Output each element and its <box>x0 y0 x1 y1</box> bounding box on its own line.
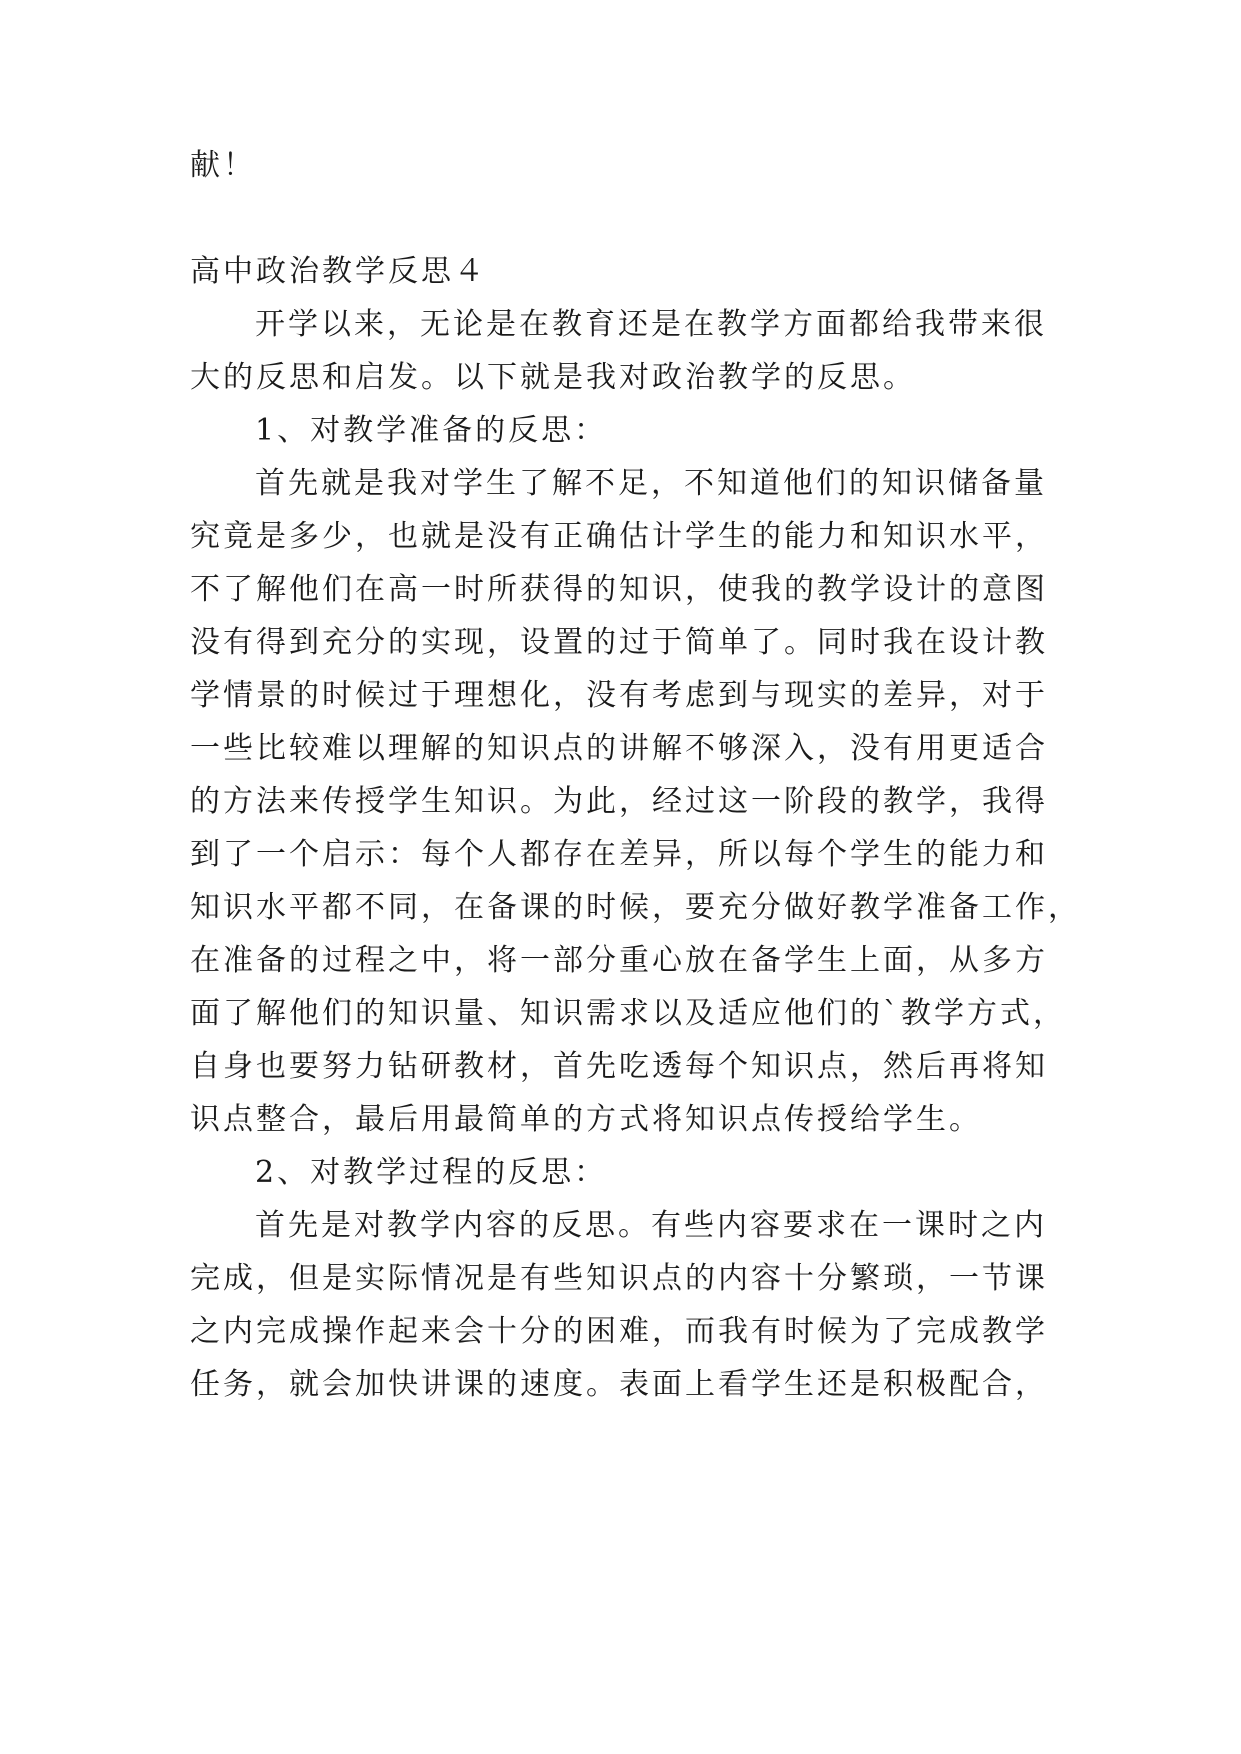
section-heading: 高中政治教学反思４ <box>190 254 487 289</box>
paragraph-line: 识点整合，最后用最简单的方式将知识点传授给学生。 <box>190 1102 982 1137</box>
paragraph-line: 学情景的时候过于理想化，没有考虑到与现实的差异，对于 <box>190 678 1048 713</box>
paragraph-line: 首先是对教学内容的反思。有些内容要求在一课时之内 <box>255 1208 1047 1243</box>
paragraph-line: 之内完成操作起来会十分的困难，而我有时候为了完成教学 <box>190 1314 1048 1349</box>
paragraph-line: 的方法来传授学生知识。为此，经过这一阶段的教学，我得 <box>190 784 1048 819</box>
paragraph-line: 一些比较难以理解的知识点的讲解不够深入，没有用更适合 <box>190 731 1048 766</box>
paragraph-line: 首先就是我对学生了解不足，不知道他们的知识储备量 <box>255 466 1047 501</box>
paragraph-line: 任务，就会加快讲课的速度。表面上看学生还是积极配合， <box>190 1367 1048 1402</box>
paragraph-line: 究竟是多少，也就是没有正确估计学生的能力和知识水平， <box>190 519 1048 554</box>
subheading-preparation: 1、对教学准备的反思： <box>255 413 608 448</box>
paragraph-line: 不了解他们在高一时所获得的知识，使我的教学设计的意图 <box>190 572 1048 607</box>
paragraph-line: 面了解他们的知识量、知识需求以及适应他们的`教学方式， <box>190 996 1066 1031</box>
paragraph-line: 在准备的过程之中，将一部分重心放在备学生上面，从多方 <box>190 943 1048 978</box>
paragraph-line: 完成，但是实际情况是有些知识点的内容十分繁琐，一节课 <box>190 1261 1048 1296</box>
paragraph-line: 知识水平都不同，在备课的时候，要充分做好教学准备工作， <box>190 890 1081 925</box>
paragraph-line: 自身也要努力钻研教材，首先吃透每个知识点，然后再将知 <box>190 1049 1048 1084</box>
paragraph-line: 到了一个启示：每个人都存在差异，所以每个学生的能力和 <box>190 837 1048 872</box>
subheading-process: 2、对教学过程的反思： <box>255 1155 608 1190</box>
paragraph-line: 大的反思和启发。以下就是我对政治教学的反思。 <box>190 360 916 395</box>
paragraph-line: 没有得到充分的实现，设置的过于简单了。同时我在设计教 <box>190 625 1048 660</box>
text-line-ending: 献！ <box>190 148 256 183</box>
paragraph-line: 开学以来，无论是在教育还是在教学方面都给我带来很 <box>255 307 1047 342</box>
